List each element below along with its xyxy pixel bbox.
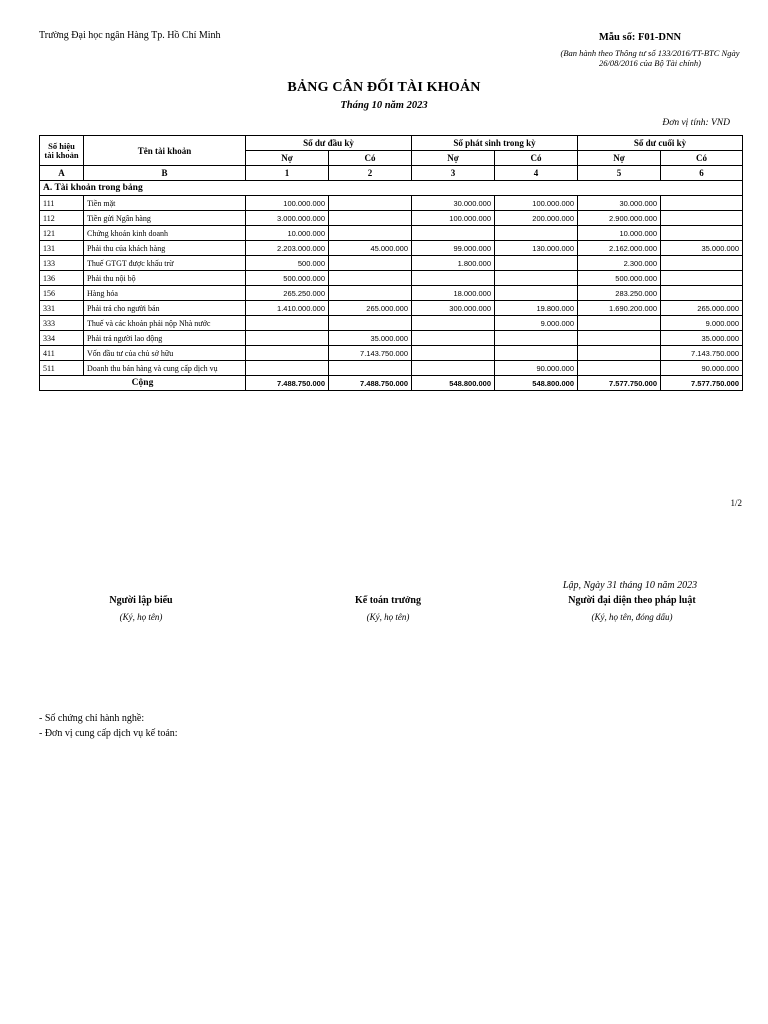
header-debit: Nợ: [412, 151, 495, 166]
total-label: Cộng: [40, 376, 246, 391]
currency-unit: Đơn vị tính: VND: [662, 118, 730, 128]
movement-debit-cell: 30.000.000: [412, 196, 495, 211]
column-letter: 3: [412, 166, 495, 181]
opening-debit-cell: [246, 346, 329, 361]
closing-credit-cell: [661, 226, 743, 241]
header-credit: Có: [329, 151, 412, 166]
header-credit: Có: [661, 151, 743, 166]
closing-debit-cell: [578, 316, 661, 331]
column-letter: 5: [578, 166, 661, 181]
total-opening-credit-cell: 7.488.750.000: [329, 376, 412, 391]
movement-credit-cell: 9.000.000: [495, 316, 578, 331]
column-letter: 6: [661, 166, 743, 181]
closing-debit-cell: 10.000.000: [578, 226, 661, 241]
account-code: 156: [40, 286, 84, 301]
header-debit: Nợ: [578, 151, 661, 166]
account-code: 334: [40, 331, 84, 346]
opening-credit-cell: [329, 196, 412, 211]
movement-debit-cell: 99.000.000: [412, 241, 495, 256]
opening-debit-cell: 500.000.000: [246, 271, 329, 286]
account-name: Tiền mặt: [84, 196, 246, 211]
closing-credit-cell: [661, 211, 743, 226]
column-letter: B: [84, 166, 246, 181]
header-debit: Nợ: [246, 151, 329, 166]
accounting-service-provider-line: - Đơn vị cung cấp dịch vụ kế toán:: [39, 728, 178, 739]
movement-debit-cell: [412, 331, 495, 346]
opening-credit-cell: [329, 316, 412, 331]
movement-credit-cell: [495, 346, 578, 361]
closing-debit-cell: [578, 346, 661, 361]
table-row: [40, 241, 743, 256]
table-row: [40, 361, 743, 376]
opening-credit-cell: [329, 226, 412, 241]
closing-credit-cell: 265.000.000: [661, 301, 743, 316]
column-letter: A: [40, 166, 84, 181]
closing-debit-cell: 2.900.000.000: [578, 211, 661, 226]
opening-debit-cell: 1.410.000.000: [246, 301, 329, 316]
movement-credit-cell: 100.000.000: [495, 196, 578, 211]
header-period-movement: Số phát sinh trong kỳ: [412, 136, 578, 151]
total-closing-credit-cell: 7.577.750.000: [661, 376, 743, 391]
chief-accountant-sign-note: (Ký, họ tên): [366, 612, 410, 622]
movement-credit-cell: [495, 256, 578, 271]
movement-credit-cell: 90.000.000: [495, 361, 578, 376]
header-credit: Có: [495, 151, 578, 166]
movement-debit-cell: [412, 316, 495, 331]
account-name: Vốn đầu tư của chủ sở hữu: [84, 346, 246, 361]
trial-balance-table: [39, 135, 743, 391]
movement-credit-cell: 130.000.000: [495, 241, 578, 256]
opening-debit-cell: [246, 361, 329, 376]
chief-accountant-title: Kế toán trưởng: [355, 595, 421, 606]
form-regulation-note: (Ban hành theo Thông tư số 133/2016/TT-BTC Ngày 26/08/2016 của Bộ Tài chính): [560, 48, 740, 68]
movement-credit-cell: [495, 286, 578, 301]
section-heading: A. Tài khoản trong bảng: [40, 181, 743, 196]
practice-certificate-line: - Số chứng chỉ hành nghề:: [39, 713, 145, 724]
closing-debit-cell: 2.162.000.000: [578, 241, 661, 256]
table-row: [40, 211, 743, 226]
header-account-name: Tên tài khoản: [84, 136, 246, 166]
closing-credit-cell: [661, 256, 743, 271]
total-movement-debit-cell: 548.800.000: [412, 376, 495, 391]
account-name: Phải trả cho người bán: [84, 301, 246, 316]
movement-debit-cell: [412, 226, 495, 241]
closing-debit-cell: 2.300.000: [578, 256, 661, 271]
preparer-sign-note: (Ký, họ tên): [119, 612, 163, 622]
opening-credit-cell: [329, 211, 412, 226]
opening-debit-cell: 2.203.000.000: [246, 241, 329, 256]
closing-debit-cell: 30.000.000: [578, 196, 661, 211]
movement-credit-cell: 200.000.000: [495, 211, 578, 226]
opening-debit-cell: 10.000.000: [246, 226, 329, 241]
account-code: 136: [40, 271, 84, 286]
account-name: Phải trả người lao động: [84, 331, 246, 346]
closing-credit-cell: [661, 286, 743, 301]
account-code: 411: [40, 346, 84, 361]
table-row: [40, 331, 743, 346]
opening-credit-cell: 7.143.750.000: [329, 346, 412, 361]
account-name: Phải thu của khách hàng: [84, 241, 246, 256]
account-code: 333: [40, 316, 84, 331]
closing-debit-cell: 1.690.200.000: [578, 301, 661, 316]
account-code: 133: [40, 256, 84, 271]
closing-credit-cell: 7.143.750.000: [661, 346, 743, 361]
opening-credit-cell: [329, 286, 412, 301]
account-name: Doanh thu bán hàng và cung cấp dịch vụ: [84, 361, 246, 376]
account-code: 511: [40, 361, 84, 376]
opening-credit-cell: 265.000.000: [329, 301, 412, 316]
table-row: [40, 226, 743, 241]
closing-debit-cell: [578, 361, 661, 376]
legal-representative-sign-note: (Ký, họ tên, đóng dấu): [591, 612, 673, 622]
movement-credit-cell: [495, 271, 578, 286]
movement-debit-cell: 18.000.000: [412, 286, 495, 301]
report-period: Tháng 10 năm 2023: [340, 100, 428, 111]
table-row: [40, 256, 743, 271]
movement-debit-cell: [412, 271, 495, 286]
table-row: [40, 316, 743, 331]
header-opening-balance: Số dư đầu kỳ: [246, 136, 412, 151]
opening-credit-cell: 35.000.000: [329, 331, 412, 346]
opening-debit-cell: 3.000.000.000: [246, 211, 329, 226]
account-code: 111: [40, 196, 84, 211]
account-name: Thuế GTGT được khấu trừ: [84, 256, 246, 271]
closing-credit-cell: 35.000.000: [661, 331, 743, 346]
movement-debit-cell: 1.800.000: [412, 256, 495, 271]
column-letter: 4: [495, 166, 578, 181]
movement-credit-cell: [495, 226, 578, 241]
opening-debit-cell: 265.250.000: [246, 286, 329, 301]
page-number: 1/2: [730, 498, 742, 508]
table-row: [40, 346, 743, 361]
account-code: 131: [40, 241, 84, 256]
opening-debit-cell: 100.000.000: [246, 196, 329, 211]
account-name: Chứng khoán kinh doanh: [84, 226, 246, 241]
table-row: [40, 196, 743, 211]
movement-credit-cell: 19.800.000: [495, 301, 578, 316]
legal-representative-title: Người đại diện theo pháp luật: [568, 595, 696, 606]
account-code: 112: [40, 211, 84, 226]
closing-credit-cell: [661, 271, 743, 286]
movement-credit-cell: [495, 331, 578, 346]
account-name: Phải thu nội bộ: [84, 271, 246, 286]
opening-credit-cell: 45.000.000: [329, 241, 412, 256]
account-code: 331: [40, 301, 84, 316]
closing-credit-cell: [661, 196, 743, 211]
opening-debit-cell: [246, 331, 329, 346]
closing-credit-cell: 90.000.000: [661, 361, 743, 376]
account-name: Tiền gửi Ngân hàng: [84, 211, 246, 226]
closing-credit-cell: 9.000.000: [661, 316, 743, 331]
column-letter: 2: [329, 166, 412, 181]
movement-debit-cell: [412, 346, 495, 361]
column-letter: 1: [246, 166, 329, 181]
movement-debit-cell: [412, 361, 495, 376]
table-row: [40, 301, 743, 316]
opening-debit-cell: [246, 316, 329, 331]
account-code: 121: [40, 226, 84, 241]
closing-debit-cell: 500.000.000: [578, 271, 661, 286]
closing-credit-cell: 35.000.000: [661, 241, 743, 256]
document-title: BẢNG CÂN ĐỐI TÀI KHOẢN: [287, 80, 481, 95]
preparer-title: Người lập biểu: [109, 595, 173, 606]
header-closing-balance: Số dư cuối kỳ: [578, 136, 743, 151]
organization-name: Trường Đại học ngân Hàng Tp. Hồ Chí Minh: [39, 30, 221, 41]
form-number: Mẫu số: F01-DNN: [598, 32, 682, 43]
table-row: [40, 271, 743, 286]
total-row: [40, 376, 743, 391]
opening-debit-cell: 500.000: [246, 256, 329, 271]
account-name: Thuế và các khoản phải nộp Nhà nước: [84, 316, 246, 331]
account-name: Hàng hóa: [84, 286, 246, 301]
total-closing-debit-cell: 7.577.750.000: [578, 376, 661, 391]
movement-debit-cell: 100.000.000: [412, 211, 495, 226]
opening-credit-cell: [329, 271, 412, 286]
table-row: [40, 286, 743, 301]
closing-debit-cell: [578, 331, 661, 346]
opening-credit-cell: [329, 361, 412, 376]
closing-debit-cell: 283.250.000: [578, 286, 661, 301]
total-movement-credit-cell: 548.800.000: [495, 376, 578, 391]
signature-date: Lập, Ngày 31 tháng 10 năm 2023: [562, 580, 698, 591]
total-opening-debit-cell: 7.488.750.000: [246, 376, 329, 391]
header-account-code: Số hiệu tài khoản: [40, 136, 84, 166]
opening-credit-cell: [329, 256, 412, 271]
movement-debit-cell: 300.000.000: [412, 301, 495, 316]
